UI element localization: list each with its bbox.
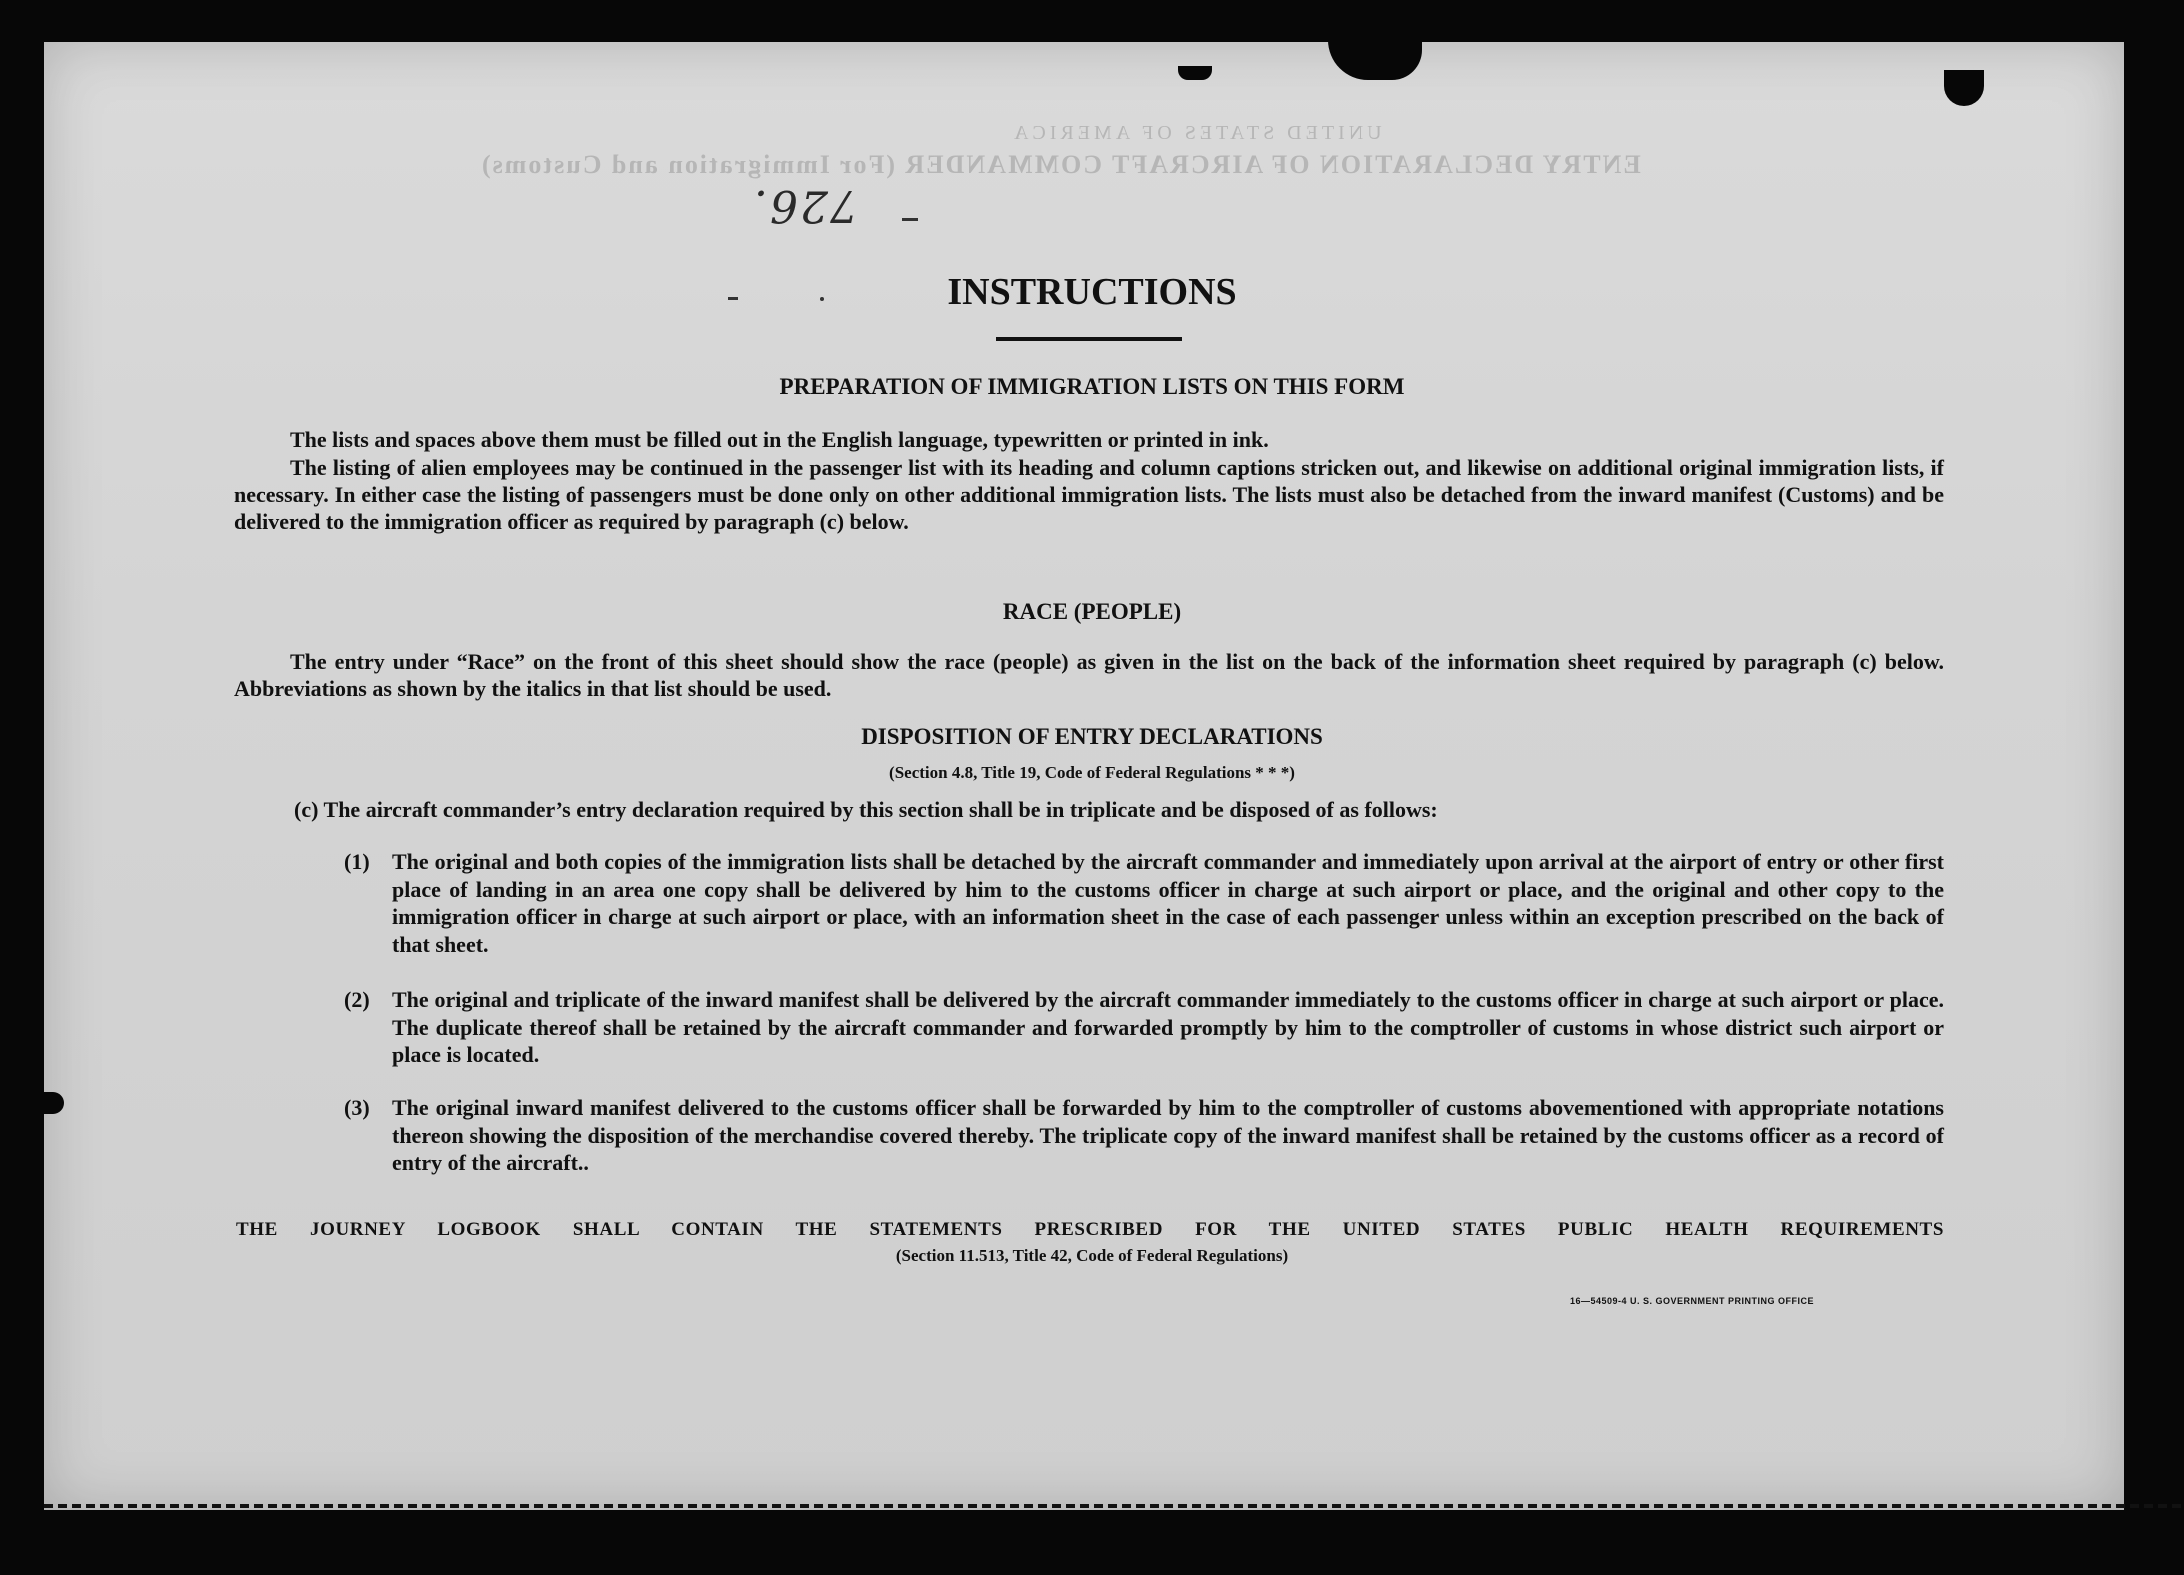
list-item bbox=[344, 1094, 1944, 1177]
page-title: INSTRUCTIONS bbox=[947, 271, 1237, 313]
section-citation: (Section 4.8, Title 19, Code of Federal Regulations * * *) bbox=[889, 763, 1295, 782]
footer-health-requirements: THE JOURNEY LOGBOOK SHALL CONTAIN THE STATEMENTS PRESCRIBED FOR THE UNITED STATES PUBLIC HEALTH REQUIREMENTS bbox=[236, 1219, 1944, 1240]
paragraph-lists-language: The lists and spaces above them must be filled out in the English language, typewritten or printed in ink. bbox=[290, 427, 1269, 452]
paragraph-race-entry: The entry under “Race” on the front of this sheet should show the race (people) as given in the list on the back of the information sheet required by paragraph (c) below. Abbreviations as shown by the italics in that list should be used. bbox=[234, 649, 1944, 701]
footer-citation: (Section 11.513, Title 42, Code of Federal Regulations) bbox=[895, 1246, 1289, 1265]
handwritten-number: 726. bbox=[752, 180, 858, 231]
pen-mark bbox=[902, 218, 918, 221]
list-item bbox=[344, 848, 1944, 958]
list-item-number: (3) bbox=[344, 1095, 370, 1120]
paragraph-c-intro: (c) The aircraft commander’s entry declaration required by this section shall be in triplicate and be disposed of as follows: bbox=[294, 797, 1438, 822]
section-heading-race: RACE (PEOPLE) bbox=[1002, 599, 1182, 624]
list-item bbox=[344, 986, 1944, 1069]
printing-office-code: 16—54509-4 U. S. GOVERNMENT PRINTING OFFICE bbox=[1570, 1296, 1815, 1306]
list-item-number: (1) bbox=[344, 849, 370, 874]
bleed-through-line-1: UNITED STATES OF AMERICA bbox=[1010, 122, 1382, 144]
title-underline bbox=[996, 337, 1182, 341]
bleed-through-line-2: ENTRY DECLARATION OF AIRCRAFT COMMANDER (For Immigration and Customs) bbox=[480, 150, 1641, 179]
list-item-text: The original and both copies of the immigration lists shall be detached by the aircraft commander and immediately upon arrival at the airport of entry or other first place of landing in an area one copy shall be delivered by him to the customs officer in charge at such airport or place, and the original and other copy to the immigration officer in charge at such airport or place, with an information sheet in the case of each passenger unless within an exception prescribed on the back of that sheet. bbox=[392, 849, 1944, 957]
list-item-number: (2) bbox=[344, 987, 370, 1012]
list-item-text: The original inward manifest delivered to the customs officer shall be forwarded by him to the comptroller of customs abovementioned with appropriate notations thereon showing the disposition of the merchandise covered thereby. The triplicate copy of the inward manifest shall be retained by the customs officer as a record of entry of the aircraft.. bbox=[392, 1095, 1944, 1175]
section-heading-disposition: DISPOSITION OF ENTRY DECLARATIONS bbox=[861, 724, 1323, 749]
perforation-line bbox=[44, 1504, 2184, 1508]
list-item-text: The original and triplicate of the inward manifest shall be delivered by the aircraft commander immediately to the customs officer in charge at such airport or place. The duplicate thereof shall be retained by the aircraft commander and forwarded promptly by him to the comptroller of customs in whose district such airport or place is located. bbox=[392, 987, 1944, 1067]
paragraph-alien-employees: The listing of alien employees may be continued in the passenger list with its heading and column captions stricken out, and likewise on additional original immigration lists, if necessary. In either case the listing of passengers must be done only on other additional immigration lists. The lists must also be detached from the inward manifest (Customs) and be delivered to the immigration officer as required by paragraph (c) below. bbox=[234, 455, 1944, 534]
section-heading-immigration-lists: PREPARATION OF IMMIGRATION LISTS ON THIS FORM bbox=[779, 374, 1405, 399]
